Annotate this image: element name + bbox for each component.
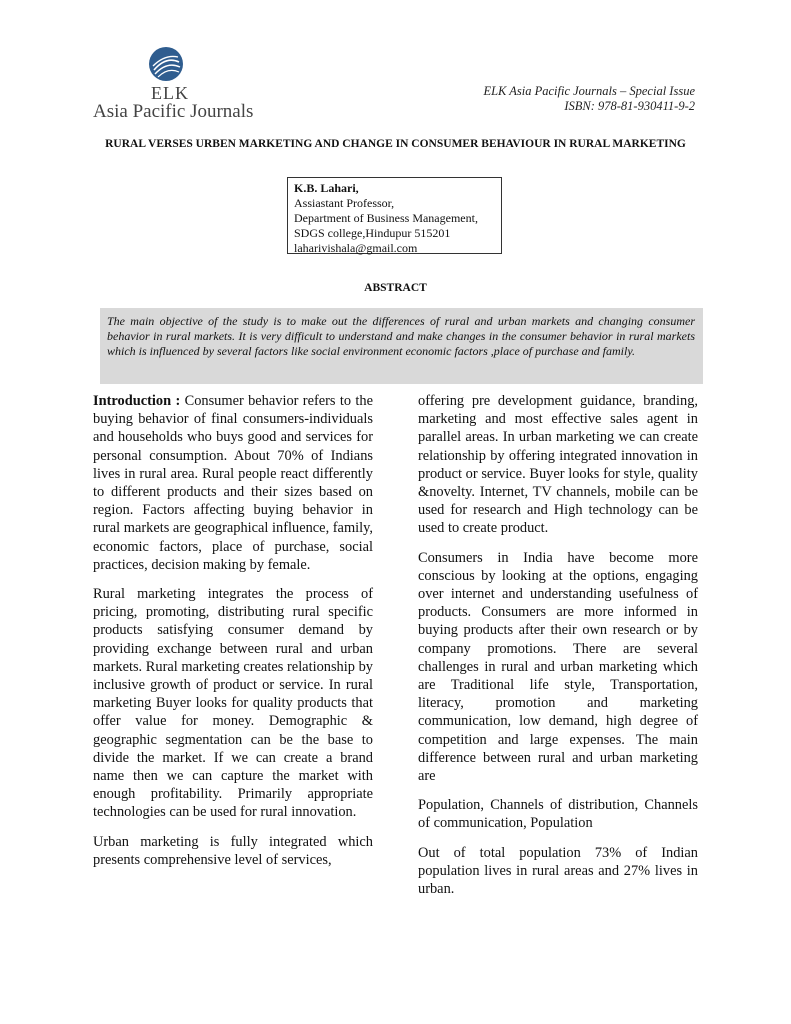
body-paragraph: Urban marketing is fully integrated which presents comprehensive level of services, bbox=[93, 833, 373, 868]
abstract-text: The main objective of the study is to make out the differences of rural and urban markets and changing consumer behavior in rural markets. It is very difficult to understand and make changes in the consumer behavior in rural markets which is influenced by several factors like social environment economic factors ,place of purchase and family. bbox=[107, 314, 695, 358]
left-column bbox=[93, 392, 373, 880]
author-college: SDGS college,Hindupur 515201 bbox=[294, 226, 451, 240]
journal-info bbox=[483, 84, 695, 114]
intro-label: Introduction : bbox=[93, 393, 181, 409]
abstract-heading: ABSTRACT bbox=[364, 282, 427, 294]
paper-title: RURAL VERSES URBEN MARKETING AND CHANGE IN CONSUMER BEHAVIOUR IN RURAL MARKETING bbox=[105, 138, 686, 150]
body-paragraph: Out of total population 73% of Indian population lives in rural areas and 27% lives in urban. bbox=[418, 844, 698, 898]
body-paragraph: Consumers in India have become more conscious by looking at the options, engaging over internet and understanding usefulness of products. Consumers are more informed in buying products after their own research or by company promotions. There are several challenges in rural and urban marketing which are Traditional life style, Transportation, literacy, promotion and marketing communication, low demand, high degree of competition and large expenses. The main difference between rural and urban marketing are bbox=[418, 549, 698, 785]
isbn-line: ISBN: 978-81-930411-9-2 bbox=[564, 99, 695, 113]
body-paragraph: offering pre development guidance, branding, marketing and most effective sales agent in parallel areas. In urban marketing we can create relationship by offering integrated innovation in product or service. Buyer looks for style, quality &novelty. Internet, TV channels, mobile can be used for research and High technology can be used to create product. bbox=[418, 393, 698, 537]
abstract-box bbox=[100, 308, 703, 384]
logo-journal-text: Asia Pacific Journals bbox=[93, 101, 254, 122]
author-position: Assiastant Professor, bbox=[294, 196, 395, 210]
elk-globe-icon bbox=[148, 46, 184, 82]
right-column bbox=[418, 392, 698, 909]
author-name: K.B. Lahari, bbox=[294, 181, 359, 195]
logo-elk-text: ELK bbox=[151, 83, 189, 103]
intro-text: Consumer behavior refers to the buying behavior of final consumers-individuals and households who buys good and services for personal consumption. About 70% of Indians lives in rural area. Rural people react differently to different products and their sizes based on region. Factors affecting buying behavior in rural markets are geographical influence, family, economic factors, place of purchase, social practices, decision making by female. bbox=[93, 393, 373, 573]
author-email: laharivishala@gmail.com bbox=[294, 241, 418, 255]
author-department: Department of Business Management, bbox=[294, 211, 478, 225]
body-paragraph: Population, Channels of distribution, Channels of communication, Population bbox=[418, 797, 698, 832]
intro-paragraph bbox=[93, 392, 373, 574]
journal-line: ELK Asia Pacific Journals – Special Issue bbox=[483, 84, 695, 98]
body-paragraph: Rural marketing integrates the process of pricing, promoting, distributing rural specific products satisfying consumer demand by providing exchange between rural and urban markets. Rural marketing creates relationship by inclusive growth of product or service. In rural marketing Buyer looks for quality products that offer value for money. Demographic & geographic segmentation can be the base to divide the market. If we can create a brand name then we can capture the market with enough profitability. Primarily appropriate technologies can be used for rural innovation. bbox=[93, 586, 373, 821]
author-box bbox=[287, 177, 502, 254]
